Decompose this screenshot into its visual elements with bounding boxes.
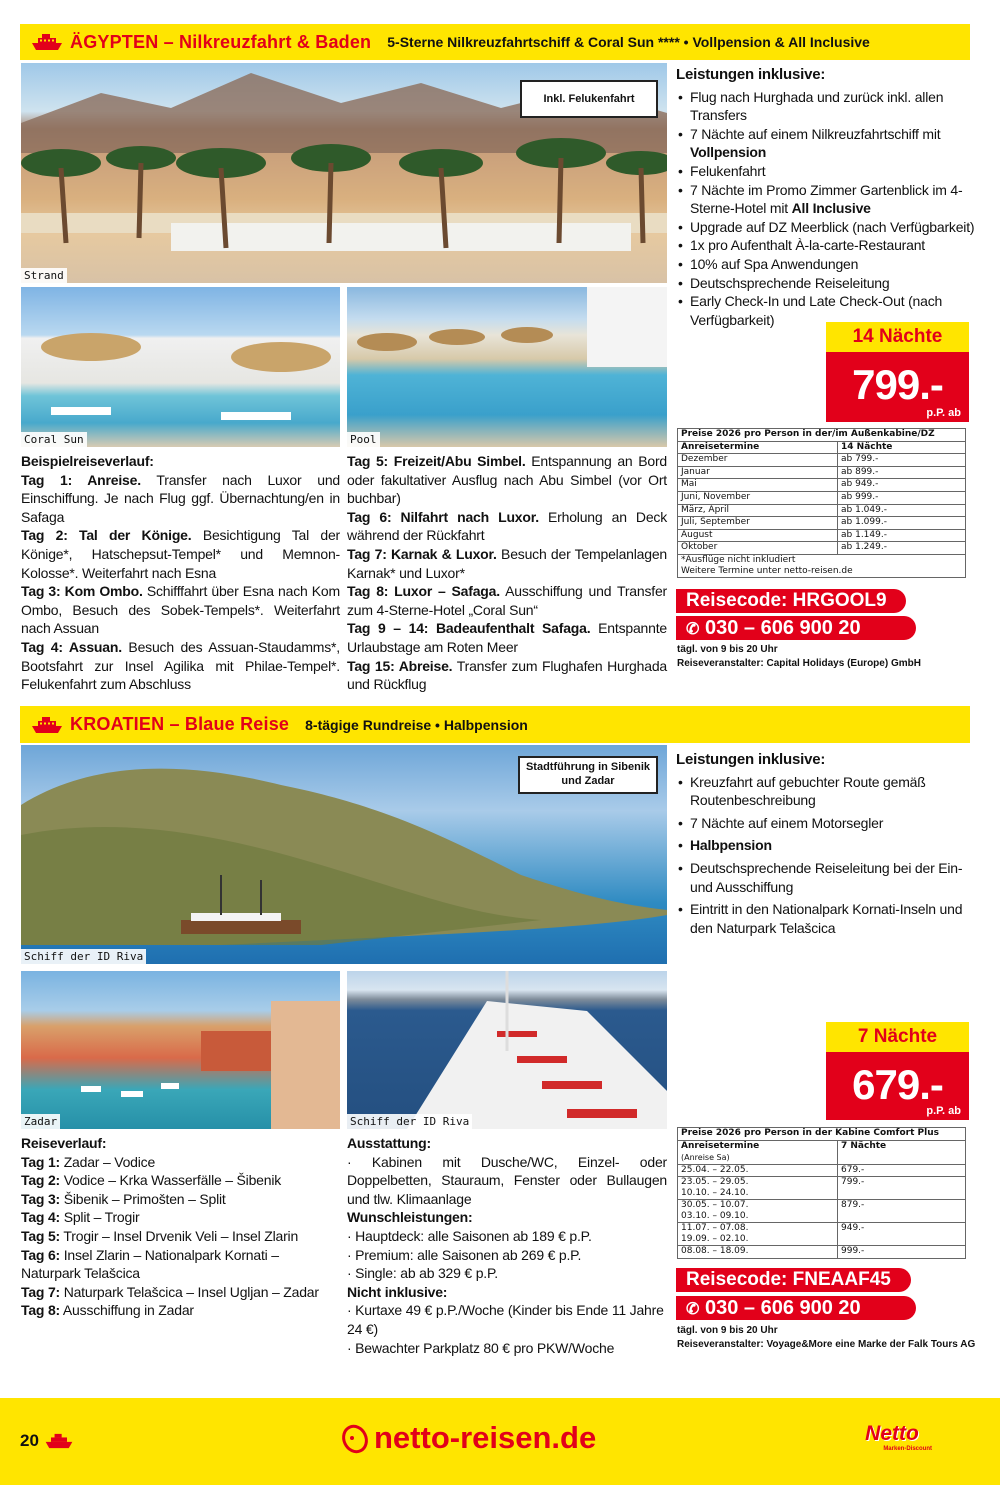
egypt-reisecode: Reisecode: HRGOOL9 <box>676 589 906 613</box>
table-cell-price: 879.- <box>838 1200 966 1223</box>
itinerary-day <box>347 452 667 508</box>
leistung-item <box>676 162 976 181</box>
netto-logo-text: Netto <box>865 1422 919 1445</box>
table-title: Preise 2026 pro Person in der/im Außenkabine/DZ <box>678 429 966 442</box>
leistung-item <box>676 859 976 896</box>
egypt-photo1-tag: Inkl. Felukenfahrt <box>520 80 658 118</box>
table-note: *Ausflüge nicht inkludiert <box>681 554 796 565</box>
detail-line: · Premium: alle Saisonen ab 269 € p.P. <box>347 1246 582 1263</box>
table-cell-price: 949.- <box>838 1223 966 1246</box>
itinerary-day-text: Šibenik – Primošten – Split <box>60 1190 226 1207</box>
itinerary-day-text: Besuch der Tempelanlagen Karnak* und Luxor* <box>347 545 667 581</box>
itinerary-day-label: Tag 1: Anreise. <box>21 471 141 488</box>
itinerary-day-label: Tag 8: <box>21 1302 60 1319</box>
croatia-pp: p.P. ab <box>926 1105 961 1117</box>
table-row <box>678 491 966 504</box>
table-cell-date: März, April <box>678 504 838 517</box>
table-row <box>678 517 966 530</box>
table-header-label: Anreisetermine <box>681 441 760 452</box>
itinerary-day-label: Tag 7: Karnak & Luxor. <box>347 545 497 562</box>
phone-icon: ✆ <box>686 1301 700 1318</box>
table-row <box>678 1200 966 1223</box>
coral-sun-photo <box>21 287 340 447</box>
table-note: Weitere Termine unter netto-reisen.de <box>681 565 853 576</box>
table-header-nights: 7 Nächte <box>838 1140 966 1164</box>
croatia-nights: 7 Nächte <box>826 1022 969 1052</box>
netto-logo-sub: Marken-Discount <box>883 1446 932 1452</box>
itinerary-day-label: Tag 2: <box>21 1172 60 1189</box>
ship-icon <box>43 1433 75 1449</box>
itinerary-day <box>21 1190 340 1209</box>
itinerary-day-text: Zadar – Vodice <box>60 1153 156 1170</box>
egypt-phone-number: 030 – 606 900 20 <box>704 617 861 639</box>
table-cell-price: ab 1.049.- <box>838 504 966 517</box>
croatia-details <box>347 1134 667 1357</box>
wunsch-heading: Wunschleistungen: <box>347 1209 473 1226</box>
croatia-leist-heading: Leistungen inklusive: <box>676 751 826 768</box>
itinerary-day <box>21 638 340 694</box>
itinerary-day-text: Ausschiffung in Zadar <box>60 1302 194 1319</box>
egypt-veranstalter: Reiseveranstalter: Capital Holidays (Europe) GmbH <box>677 658 921 669</box>
phone-icon: ✆ <box>686 621 700 638</box>
itinerary-day-text: Naturpark Telašcica – Insel Ugljan – Zadar <box>60 1283 319 1300</box>
egypt-price-table <box>677 428 966 578</box>
itinerary-day-text: Split – Trogir <box>60 1209 140 1226</box>
itinerary-day-label: Tag 3: <box>21 1190 60 1207</box>
egypt-photo1-caption: Strand <box>21 268 67 283</box>
detail-line: · Kabinen mit Dusche/WC, Einzel- oder Doppelbetten, Stauraum, Fenster oder Bullaugen und tlw. Klimaanlage <box>347 1153 667 1207</box>
footer-brand[interactable] <box>340 1420 596 1456</box>
zadar-photo <box>21 971 340 1129</box>
egypt-leistungen <box>676 66 976 329</box>
itinerary-day-text: Ausschiffung und Transfer zum 4-Sterne-Hotel „Coral Sun“ <box>347 583 667 618</box>
itinerary-day-text: Besuch des Assuan-Staudamms*, Bootsfahrt zur Insel Agilika mit Philae-Tempel*. Felukenfahrt zum Abschluss <box>21 638 340 693</box>
croatia-title: KROATIEN – Blaue Reise <box>70 714 290 734</box>
itinerary-day-text: Transfer nach Luxor und Einschiffung. Je nach Flug ggf. Übernachtung/en in Safaga <box>21 471 340 525</box>
leistung-text: Felukenfahrt <box>690 162 766 179</box>
itinerary-day <box>21 582 340 638</box>
itinerary-day-text: Vodice – Krka Wasserfälle – Šibenik <box>60 1172 282 1189</box>
itinerary-day-label: Tag 4: Assuan. <box>21 638 122 655</box>
detail-line: · Kurtaxe 49 € p.P./Woche (Kinder bis Ende 11 Jahre 24 €) <box>347 1302 664 1337</box>
leistung-item <box>676 236 976 255</box>
croatia-phone-number: 030 – 606 900 20 <box>704 1297 861 1319</box>
ship-icon <box>30 716 64 734</box>
table-row <box>678 1246 966 1259</box>
table-cell-date: 11.07. – 07.08. 19.09. – 02.10. <box>678 1223 838 1246</box>
coral-sun-caption: Coral Sun <box>21 432 87 447</box>
footer <box>0 1398 1000 1485</box>
leistung-text: Early Check-In und Late Check-Out (nach Verfügbarkeit) <box>690 293 943 328</box>
itinerary-day-label: Tag 15: Abreise. <box>347 657 453 674</box>
table-cell-price: ab 949.- <box>838 479 966 492</box>
itinerary-day <box>21 1227 340 1246</box>
ship-icon <box>30 33 64 51</box>
itinerary-day-label: Tag 8: Luxor – Safaga. <box>347 583 500 600</box>
itinerary-day-text: Schifffahrt über Esna nach Kom Ombo, Besuch des Sobek-Tempels*. Weiterfahrt nach Assuan <box>21 583 340 637</box>
croatia-itinerary <box>21 1134 340 1320</box>
itinerary-day <box>21 1153 340 1172</box>
leistung-item <box>676 836 976 855</box>
itinerary-day <box>21 1246 340 1283</box>
itinerary-day <box>347 657 667 694</box>
leistung-text: Eintritt in den Nationalpark Kornati-Inseln und den Naturpark Telašcica <box>690 901 963 936</box>
itinerary-day-label: Tag 6: <box>21 1246 60 1263</box>
egypt-subtitle: 5-Sterne Nilkreuzfahrtschiff & Coral Sun **** • Vollpension & All Inclusive <box>387 34 870 50</box>
itinerary-day-label: Tag 5: Freizeit/Abu Simbel. <box>347 453 526 469</box>
egypt-hours: tägl. von 9 bis 20 Uhr <box>677 644 778 655</box>
page-number: 20 <box>20 1431 39 1450</box>
croatia-subtitle: 8-tägige Rundreise • Halbpension <box>305 716 528 733</box>
table-cell-date: Juni, November <box>678 491 838 504</box>
leistung-item <box>676 255 976 274</box>
table-cell-date: 23.05. – 29.05. 10.10. – 24.10. <box>678 1177 838 1200</box>
egypt-nights: 14 Nächte <box>826 322 969 352</box>
egypt-title: ÄGYPTEN – Nilkreuzfahrt & Baden <box>70 31 372 52</box>
itinerary-day <box>347 508 667 545</box>
leistung-item <box>676 181 976 218</box>
itinerary-day-label: Tag 1: <box>21 1153 60 1170</box>
egypt-price-box <box>826 352 969 422</box>
page-number-wrap <box>20 1431 75 1451</box>
leistung-item <box>676 814 976 833</box>
itinerary-day <box>21 471 340 527</box>
itinerary-day-text: Entspannung an Bord oder fakultativer Ausflug nach Abu Simbel (vor Ort buchbar) <box>347 453 667 507</box>
table-cell-price: ab 1.099.- <box>838 517 966 530</box>
table-header-nights: 14 Nächte <box>838 441 966 454</box>
itinerary-day <box>21 526 340 582</box>
table-title: Preise 2026 pro Person in der Kabine Comfort Plus <box>678 1128 966 1141</box>
itinerary-day-label: Tag 2: Tal der Könige. <box>21 527 192 544</box>
table-cell-price: 799.- <box>838 1177 966 1200</box>
table-cell-price: 999.- <box>838 1246 966 1259</box>
table-cell-date: Mai <box>678 479 838 492</box>
netto-logo <box>852 1422 932 1452</box>
table-cell-date: 08.08. – 18.09. <box>678 1246 838 1259</box>
table-cell-price: ab 1.149.- <box>838 529 966 542</box>
suitcase-icon <box>340 1421 370 1455</box>
itinerary-day-text: Transfer zum Flughafen Hurghada und Rückflug <box>347 657 667 693</box>
leistung-bold: All Inclusive <box>791 200 871 217</box>
itinerary-day <box>347 545 667 582</box>
itinerary-day-text: Erholung an Deck während der Rückfahrt <box>347 508 668 544</box>
itinerary-day-label: Tag 3: Kom Ombo. <box>21 583 143 600</box>
egypt-itinerary-left <box>21 452 340 694</box>
leistung-bold: Vollpension <box>690 144 767 161</box>
ship-deck-photo <box>347 971 667 1129</box>
zadar-caption: Zadar <box>21 1114 60 1129</box>
table-cell-date: Oktober <box>678 542 838 555</box>
table-row <box>678 529 966 542</box>
egypt-phone[interactable] <box>676 616 916 640</box>
table-cell-price: 679.- <box>838 1164 966 1177</box>
table-row <box>678 542 966 555</box>
table-row <box>678 479 966 492</box>
croatia-photo1-tag: Stadtführung in Sibenik und Zadar <box>518 756 658 794</box>
egypt-price: 799.- <box>852 361 943 408</box>
table-row <box>678 1223 966 1246</box>
aus-heading: Ausstattung: <box>347 1135 431 1151</box>
itinerary-day <box>21 1301 340 1320</box>
table-row <box>678 454 966 467</box>
itinerary-day-label: Tag 9 – 14: Badeaufenthalt Safaga. <box>347 620 591 637</box>
leistung-item <box>676 274 976 293</box>
leistung-text: 7 Nächte auf einem Motorsegler <box>690 814 884 831</box>
leistung-item <box>676 125 976 162</box>
table-cell-price: ab 999.- <box>838 491 966 504</box>
table-row <box>678 504 966 517</box>
croatia-phone[interactable] <box>676 1296 916 1320</box>
egypt-itinerary-right <box>347 452 667 694</box>
table-header-dates <box>678 1140 838 1164</box>
table-cell-date: Dezember <box>678 454 838 467</box>
table-row <box>678 1177 966 1200</box>
itinerary-day-label: Tag 4: <box>21 1209 60 1226</box>
table-notes <box>678 554 966 577</box>
croatia-price: 679.- <box>852 1061 943 1108</box>
egypt-header <box>20 24 970 60</box>
footer-url[interactable]: netto-reisen.de <box>374 1420 597 1455</box>
itinerary-day <box>347 582 667 619</box>
table-header-label: Anreisetermine <box>681 1140 760 1151</box>
leistung-text: 7 Nächte auf einem Nilkreuzfahrtschiff mit <box>690 125 941 142</box>
nicht-heading: Nicht inklusive: <box>347 1283 448 1300</box>
croatia-leistungen <box>676 751 976 941</box>
leistung-text: 7 Nächte im Promo Zimmer Gartenblick im 4-Sterne-Hotel mit <box>690 181 963 217</box>
table-cell-price: ab 899.- <box>838 466 966 479</box>
croatia-price-table <box>677 1127 966 1259</box>
leistung-bold: Halbpension <box>690 837 772 854</box>
itinerary-day-label: Tag 6: Nilfahrt nach Luxor. <box>347 508 539 525</box>
table-row <box>678 466 966 479</box>
itinerary-day <box>21 1171 340 1190</box>
leistung-text: 10% auf Spa Anwendungen <box>690 255 859 272</box>
detail-line: · Hauptdeck: alle Saisonen ab 189 € p.P. <box>347 1227 592 1244</box>
leistung-text: Deutschsprechende Reiseleitung <box>690 274 890 291</box>
croatia-veranstalter: Reiseveranstalter: Voyage&More eine Marke der Falk Tours AG <box>677 1339 976 1350</box>
croatia-price-box <box>826 1052 969 1120</box>
table-cell-date: Juli, September <box>678 517 838 530</box>
leistung-text: 1x pro Aufenthalt À-la-carte-Restaurant <box>690 237 925 254</box>
leistung-item <box>676 900 976 937</box>
detail-line: · Single: ab ab 329 € p.P. <box>347 1265 498 1282</box>
egypt-leist-heading: Leistungen inklusive: <box>676 66 826 83</box>
croatia-reisecode: Reisecode: FNEAAF45 <box>676 1268 911 1292</box>
croatia-photo1-caption: Schiff der ID Riva <box>21 949 146 964</box>
table-cell-price: ab 799.- <box>838 454 966 467</box>
itinerary-day-label: Tag 7: <box>21 1283 60 1300</box>
itinerary-day-text: Insel Zlarin – Nationalpark Kornati – Naturpark Telašcica <box>21 1246 279 1282</box>
table-header-dates <box>678 441 838 454</box>
leistung-item <box>676 773 976 810</box>
table-cell-date: Januar <box>678 466 838 479</box>
leistung-text: Kreuzfahrt auf gebuchter Route gemäß Routenbeschreibung <box>690 773 926 809</box>
pool-photo <box>347 287 667 447</box>
leistung-item <box>676 218 976 237</box>
pool-caption: Pool <box>347 432 380 447</box>
croatia-header <box>20 706 970 743</box>
itinerary-day <box>347 619 667 656</box>
table-cell-date: 25.04. – 22.05. <box>678 1164 838 1177</box>
table-row <box>678 1164 966 1177</box>
croatia-itin-heading: Reiseverlauf: <box>21 1135 107 1151</box>
itinerary-day <box>21 1208 340 1227</box>
egypt-pp: p.P. ab <box>926 407 961 419</box>
ship-deck-caption: Schiff der ID Riva <box>347 1114 472 1129</box>
table-cell-date: 30.05. – 10.07. 03.10. – 09.10. <box>678 1200 838 1223</box>
detail-line: · Bewachter Parkplatz 80 € pro PKW/Woche <box>347 1339 615 1356</box>
table-header-sub: (Anreise Sa) <box>681 1152 730 1162</box>
croatia-hours: tägl. von 9 bis 20 Uhr <box>677 1325 778 1336</box>
itinerary-day-text: Entspannte Urlaubstage am Roten Meer <box>347 620 668 655</box>
leistung-text: Upgrade auf DZ Meerblick (nach Verfügbarkeit) <box>690 218 975 235</box>
egypt-itin-heading: Beispielreiseverlauf: <box>21 453 154 469</box>
leistung-text: Flug nach Hurghada und zurück inkl. allen Transfers <box>690 88 944 124</box>
itinerary-day-text: Trogir – Insel Drvenik Veli – Insel Zlarin <box>60 1227 299 1244</box>
itinerary-day-label: Tag 5: <box>21 1227 60 1244</box>
itinerary-day-text: Besichtigung Tal der Könige*, Hatschepsut-Tempel* und Memnon-Kolosse*. Weiterfahrt nach Esna <box>21 527 341 581</box>
table-cell-date: August <box>678 529 838 542</box>
leistung-text: Deutschsprechende Reiseleitung bei der Ein- und Ausschiffung <box>690 859 963 895</box>
leistung-item <box>676 88 976 125</box>
itinerary-day <box>21 1283 340 1302</box>
table-cell-price: ab 1.249.- <box>838 542 966 555</box>
